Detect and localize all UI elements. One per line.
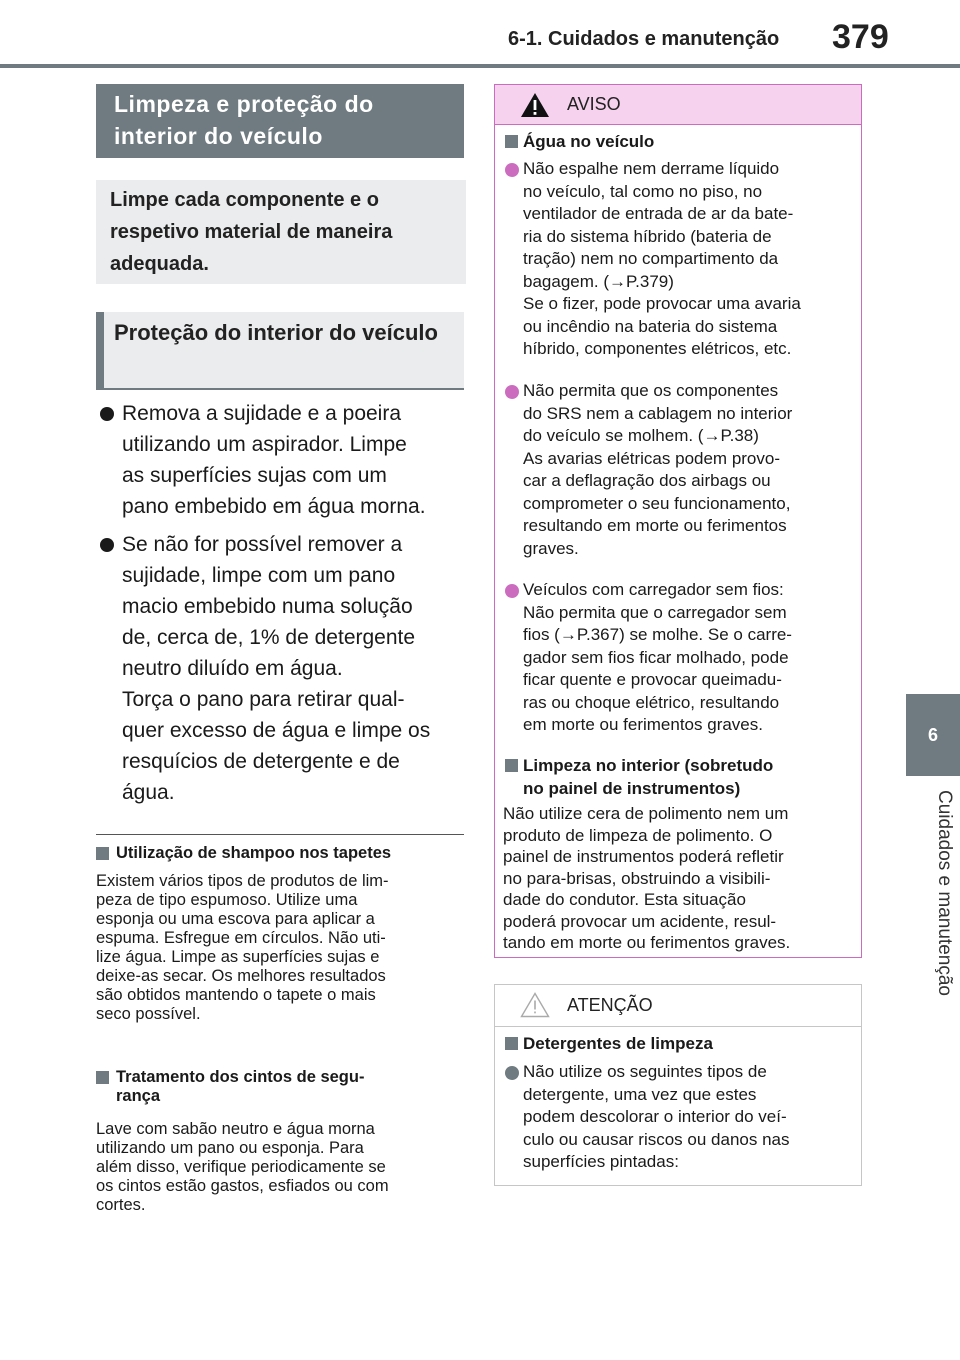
chapter-tab xyxy=(906,694,960,776)
intro-text: Limpe cada componente e o respetivo material de maneira adequada. xyxy=(96,180,466,284)
warning-item xyxy=(503,380,855,560)
chapter-label: Cuidados e manutenção xyxy=(934,790,955,996)
section-body: Lave com sabão neutro e água morna utilizando um pano ou esponja. Para além disso, verifique periodicamente se os cintos estão gastos, esfiados ou com cortes. xyxy=(96,1120,389,1214)
circle-bullet-icon xyxy=(505,385,519,399)
caution-triangle-icon xyxy=(520,992,550,1018)
bullet-text: Remova a sujidade e a poeira utilizando um aspirador. Limpe as superfícies sujas com um pano embebido em água morna. xyxy=(122,402,426,518)
bullet-text: Se não for possível remover a sujidade, limpe com um pano macio embebido numa solução de, cerca de, 1% de detergente neutro diluído em água. Torça o pano para retirar qual- quer excesso de água e limpe os resquícios de detergente e de água. xyxy=(122,533,431,804)
section-heading-text: Utilização de shampoo nos tapetes xyxy=(116,844,392,862)
attention-heading xyxy=(503,1033,855,1056)
warning-body: Não utilize cera de polimento nem um produto de limpeza de polimento. O painel de instrumentos poderá refletir no para-brisas, obstruindo a visibili- dade do condutor. Esta situação poderá provocar um acidente, resul- tando em morte ou ferimentos graves. xyxy=(503,804,791,952)
warning-item-text: Não permita que os componentes do SRS nem a cablagem no interior do veículo se molhem. (→P.38) As avarias elétricas podem provo- car a deflagração dos airbags ou comprometer o seu funcionamento, resultando em morte ou ferimentos graves. xyxy=(523,381,793,558)
warning-triangle-icon xyxy=(520,92,550,118)
warning-heading xyxy=(503,755,855,800)
warning-heading xyxy=(503,131,855,154)
attention-item-text: Não utilize os seguintes tipos de detergente, uma vez que estes podem descolorar o interior do veí- culo ou causar riscos ou danos nas superfícies pintadas: xyxy=(523,1062,790,1171)
section-heading xyxy=(96,844,466,863)
circle-bullet-icon xyxy=(505,1066,519,1080)
square-bullet-icon xyxy=(96,1071,109,1084)
chapter-number: 6 xyxy=(927,724,938,745)
section-body: Existem vários tipos de produtos de lim- peza de tipo espumoso. Utilize uma esponja ou uma escova para aplicar a espuma. Esfregue em círculos. Não uti- lize água. Limpe as superfícies sujas e deixe-as secar. Os melhores resultados são obtidos mantendo o tapete o mais seco possível. xyxy=(96,872,389,1023)
section-heading xyxy=(96,1068,466,1106)
warning-heading-text: Limpeza no interior (sobretudo no painel de instrumentos) xyxy=(523,756,774,798)
bullet-dot-icon xyxy=(100,538,114,552)
warning-header xyxy=(495,85,861,125)
section-title: 6-1. Cuidados e manutenção xyxy=(508,28,780,50)
bullet-dot-icon xyxy=(100,407,114,421)
circle-bullet-icon xyxy=(505,163,519,177)
square-bullet-icon xyxy=(96,847,109,860)
warning-item xyxy=(503,158,855,361)
bullet-item xyxy=(96,529,466,808)
attention-box xyxy=(494,984,862,1186)
square-bullet-icon xyxy=(505,135,518,148)
page-title: Limpeza e proteção do interior do veículo xyxy=(96,84,464,158)
circle-bullet-icon xyxy=(505,584,519,598)
attention-label: ATENÇÃO xyxy=(567,995,653,1015)
attention-heading-text: Detergentes de limpeza xyxy=(523,1034,713,1053)
warning-item xyxy=(503,579,855,737)
square-bullet-icon xyxy=(505,759,518,772)
header-rule xyxy=(0,64,960,68)
subsection-title: Proteção do interior do veículo xyxy=(96,312,464,390)
square-bullet-icon xyxy=(505,1037,518,1050)
section-heading-text: Tratamento dos cintos de segu- rança xyxy=(116,1068,365,1105)
page-number: 379 xyxy=(832,18,889,56)
warning-box xyxy=(494,84,862,958)
warning-item-text: Veículos com carregador sem fios: Não permita que o carregador sem fios (→P.367) se molhe. Se o carre- gador sem fios ficar molhado, pode ficar quente e provocar queimadu- ras ou choque elétrico, resultando em morte ou ferimentos graves. xyxy=(523,580,792,734)
bullet-item xyxy=(96,398,466,522)
warning-heading-text: Água no veículo xyxy=(523,132,655,151)
attention-header xyxy=(495,985,861,1027)
section-divider xyxy=(96,834,464,835)
warning-label: AVISO xyxy=(567,94,621,114)
attention-item xyxy=(503,1061,855,1174)
warning-item-text: Não espalhe nem derrame líquido no veículo, tal como no piso, no ventilador de entrada de ar da bate- ria do sistema híbrido (bateria de tração) nem no compartimento da bagagem. (→P.379) Se o fizer, pode provocar uma avaria ou incêndio na bateria do sistema híbrido, componentes elétricos, etc. xyxy=(523,159,801,358)
